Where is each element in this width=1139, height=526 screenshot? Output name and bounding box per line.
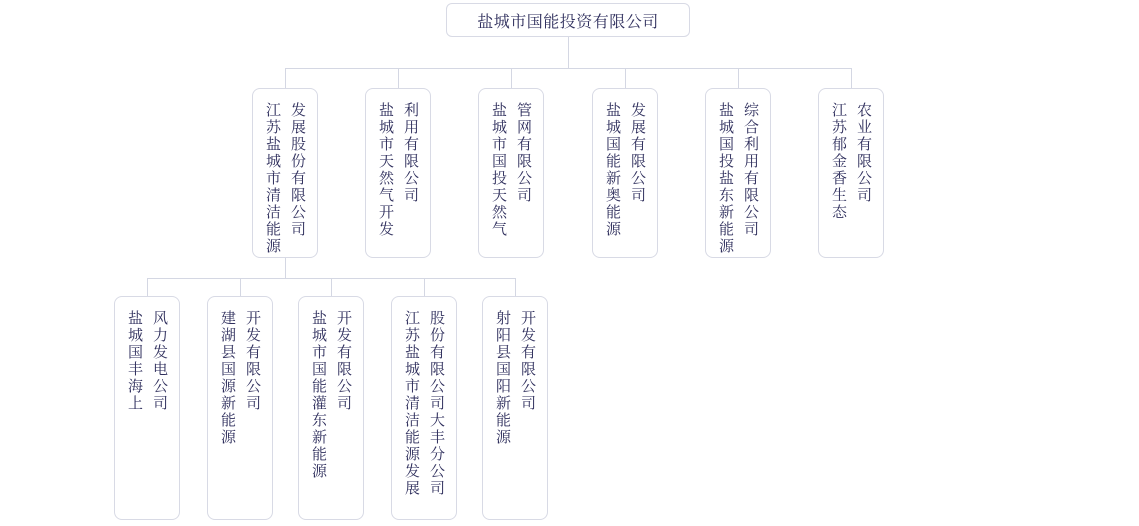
node-label-col1: 建湖县国源新能源: [219, 310, 236, 446]
node-label-col2: 风力发电公司: [151, 310, 168, 412]
node-label-col1: 盐城市天然气开发: [377, 102, 394, 238]
level3-node-1[interactable]: [207, 296, 273, 520]
level3-node-2[interactable]: [298, 296, 364, 520]
node-label: [826, 102, 876, 221]
connector-stub: [851, 68, 852, 88]
connector-stub: [738, 68, 739, 88]
connector-stub: [424, 278, 425, 296]
node-label-col1: 江苏盐城市清洁能源: [264, 102, 281, 255]
node-label-col2: 发展股份有限公司: [289, 102, 306, 238]
node-label: [399, 310, 449, 497]
node-label-col1: 盐城国投盐东新能源: [717, 102, 734, 255]
node-label: [490, 310, 540, 446]
root-node-label: 盐城市国能投资有限公司: [477, 13, 659, 31]
node-label-col2: 开发有限公司: [335, 310, 352, 412]
node-label-col2: 开发有限公司: [519, 310, 536, 412]
node-label-col1: 江苏郁金香生态: [830, 102, 847, 221]
node-label-col1: 盐城国能新奥能源: [604, 102, 621, 238]
node-label-col1: 盐城市国能灌东新能源: [310, 310, 327, 480]
connector-stub: [240, 278, 241, 296]
node-label-col2: 管网有限公司: [515, 102, 532, 204]
connector-stub: [398, 68, 399, 88]
node-label: [306, 310, 356, 480]
level3-node-3[interactable]: [391, 296, 457, 520]
node-label-col2: 开发有限公司: [244, 310, 261, 412]
node-label-col1: 射阳县国阳新能源: [494, 310, 511, 446]
node-label: [215, 310, 265, 446]
node-label-col1: 江苏盐城市清洁能源发展: [403, 310, 420, 497]
level2-node-5[interactable]: [818, 88, 884, 258]
level2-node-4[interactable]: [705, 88, 771, 258]
node-label-col2: 综合利用有限公司: [742, 102, 759, 238]
node-label-col2: 发展有限公司: [629, 102, 646, 204]
node-label: [486, 102, 536, 238]
node-label-col2: 利用有限公司: [402, 102, 419, 204]
level2-node-1[interactable]: [365, 88, 431, 258]
connector-stub: [515, 278, 516, 296]
node-label: [373, 102, 423, 238]
node-label-col2: 农业有限公司: [855, 102, 872, 204]
root-node[interactable]: [446, 3, 690, 37]
connector-level2-rail: [285, 68, 852, 69]
node-label: [122, 310, 172, 412]
level3-node-4[interactable]: [482, 296, 548, 520]
node-label-col2: 股份有限公司大丰分公司: [428, 310, 445, 497]
connector-branch-down: [285, 258, 286, 278]
node-label-col1: 盐城国丰海上: [126, 310, 143, 412]
connector-stub: [625, 68, 626, 88]
connector-stub: [331, 278, 332, 296]
node-label: [713, 102, 763, 255]
level2-node-2[interactable]: [478, 88, 544, 258]
node-label: [260, 102, 310, 255]
connector-root-down: [568, 37, 569, 68]
level2-node-0[interactable]: [252, 88, 318, 258]
node-label-col1: 盐城市国投天然气: [490, 102, 507, 238]
level2-node-3[interactable]: [592, 88, 658, 258]
node-label: [600, 102, 650, 238]
connector-stub: [285, 68, 286, 88]
connector-stub: [511, 68, 512, 88]
level3-node-0[interactable]: [114, 296, 180, 520]
connector-stub: [147, 278, 148, 296]
